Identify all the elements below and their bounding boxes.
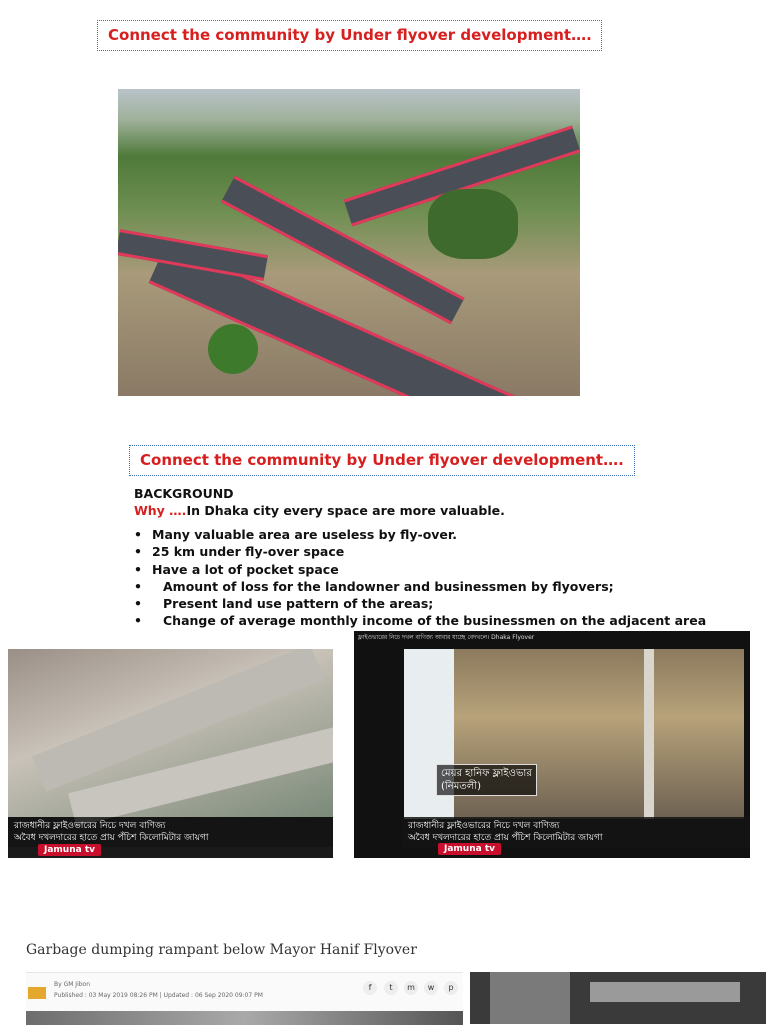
jamuna-tv-logo: Jamuna tv (438, 843, 501, 855)
news-headline: Garbage dumping rampant below Mayor Hanif Flyover (26, 942, 417, 958)
list-item: • Have a lot of pocket space (134, 561, 339, 577)
whatsapp-share-icon[interactable]: w (424, 981, 438, 995)
list-item: • Change of average monthly income of the businessmen on the adjacent area (134, 613, 707, 629)
print-icon[interactable]: p (444, 981, 458, 995)
list-item: • Amount of loss for the landowner and businessmen by flyovers; (134, 578, 614, 594)
publisher-logo (28, 987, 46, 999)
slide1-title: Connect the community by Under flyover development…. (97, 20, 602, 51)
jamuna-tv-logo: Jamuna tv (38, 844, 101, 856)
background-points (134, 526, 706, 630)
flyover-underside-photo (470, 972, 766, 1024)
caption-line: অবৈধ দখলদারের হাতে প্রায় পঁচিশ কিলোমিটার জায়গা (408, 833, 603, 843)
slide2-title: Connect the community by Under flyover development…. (129, 445, 635, 476)
facebook-share-icon[interactable]: f (363, 981, 377, 995)
tv-still-flyover-left (8, 649, 333, 858)
list-item: • Present land use pattern of the areas; (134, 596, 434, 612)
list-item: • Many valuable area are useless by fly-over. (134, 527, 458, 542)
list-item: • 25 km under fly-over space (134, 544, 345, 560)
article-image-strip (26, 1011, 463, 1025)
tv-still-flyover-right (354, 631, 750, 858)
why-label: Why …. (134, 503, 187, 518)
caption-line: রাজধানীর ফ্লাইওভারের নিচে দখল বাণিজ্য (408, 821, 560, 831)
publish-date: Published : 03 May 2019 08:26 PM | Updated : 06 Sep 2020 09:07 PM (54, 992, 263, 999)
twitter-share-icon[interactable]: t (384, 981, 398, 995)
background-heading: BACKGROUND (134, 486, 234, 501)
byline: By GM Jibon (54, 981, 91, 988)
news-article-card (26, 972, 463, 1025)
caption-line: অবৈধ দখলদারের হাতে প্রায় পঁচিশ কিলোমিটার জায়গা (14, 833, 209, 843)
top-strip: ফ্লাইওভারের নিচে দখল বাণিজ্য আবার যাচ্ছে বেদখলে। Dhaka Flyover (354, 631, 750, 645)
flyover-aerial-photo (118, 89, 580, 396)
why-line (134, 503, 505, 518)
caption-line: রাজধানীর ফ্লাইওভারের নিচে দখল বাণিজ্য (14, 821, 166, 831)
location-label: মেয়র হানিফ ফ্লাইওভার (নিমতলী) (436, 764, 537, 796)
why-text: In Dhaka city every space are more valuable. (186, 503, 505, 518)
email-share-icon[interactable]: m (404, 981, 418, 995)
